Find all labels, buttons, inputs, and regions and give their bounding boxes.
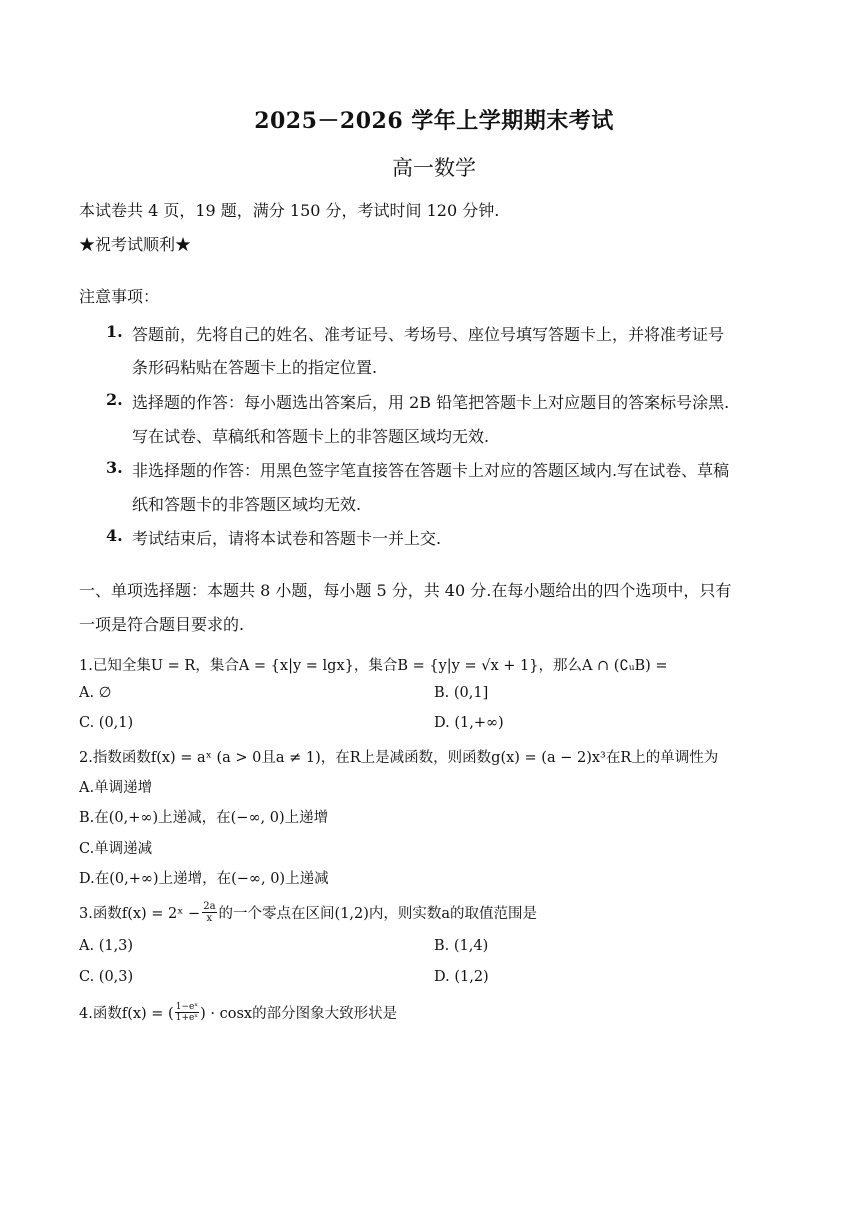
fraction-numerator: 1−eˣ bbox=[175, 1002, 199, 1012]
notice-item-text: 答题前，先将自己的姓名、准考证号、考场号、座位号填写答题卡上，并将准考证号 bbox=[132, 325, 725, 344]
notice-item-number: 4. bbox=[106, 526, 123, 545]
section-heading: 一、单项选择题：本题共 8 小题，每小题 5 分，共 40 分.在每小题给出的四个选项中，只有 bbox=[79, 581, 732, 600]
question-2-option-b: B.在(0,+∞)上递减，在(−∞, 0)上递增 bbox=[79, 810, 329, 826]
section-heading-cont: 一项是符合题目要求的. bbox=[79, 615, 245, 634]
question-3-option-b: B. (1,4) bbox=[434, 938, 489, 954]
question-1-option-b: B. (0,1] bbox=[434, 685, 489, 701]
notice-item-text: 纸和答题卡的非答题区域均无效. bbox=[132, 495, 362, 514]
question-1-option-d: D. (1,+∞) bbox=[434, 715, 504, 731]
notice-heading: 注意事项： bbox=[79, 287, 160, 306]
fraction-denominator: 1+eˣ bbox=[175, 1013, 199, 1023]
question-3-stem-start: 3.函数f(x) = 2ˣ − bbox=[79, 906, 201, 922]
exam-intro-line: 本试卷共 4 页，19 题，满分 150 分，考试时间 120 分钟. bbox=[79, 201, 500, 220]
question-3-stem bbox=[79, 901, 537, 924]
notice-item-number: 1. bbox=[106, 322, 123, 341]
question-1-option-a: A. ∅ bbox=[79, 685, 112, 701]
notice-item-text: 选择题的作答：每小题选出答案后，用 2B 铅笔把答题卡上对应题目的答案标号涂黑. bbox=[132, 393, 730, 412]
notice-item-text: 写在试卷、草稿纸和答题卡上的非答题区域均无效. bbox=[132, 427, 490, 446]
question-1-option-c: C. (0,1) bbox=[79, 715, 134, 731]
notice-item-text: 非选择题的作答：用黑色签字笔直接答在答题卡上对应的答题区域内.写在试卷、草稿 bbox=[132, 461, 730, 480]
notice-item-text: 条形码粘贴在答题卡上的指定位置. bbox=[132, 358, 378, 377]
fraction bbox=[175, 1002, 199, 1023]
question-3-option-a: A. (1,3) bbox=[79, 938, 134, 954]
notice-item-number: 3. bbox=[106, 458, 123, 477]
question-2-option-c: C.单调递减 bbox=[79, 841, 153, 857]
exam-title: 2025－2026 学年上学期期末考试 bbox=[254, 108, 614, 134]
question-1-stem: 1.已知全集U = R，集合A = {x|y = lgx}，集合B = {y|y = √x + 1}，那么A ∩ (∁ᵤB) = bbox=[79, 658, 668, 674]
question-3-option-d: D. (1,2) bbox=[434, 969, 489, 985]
notice-item-text: 考试结束后，请将本试卷和答题卡一并上交. bbox=[132, 529, 442, 548]
question-2-option-d: D.在(0,+∞)上递增，在(−∞, 0)上递减 bbox=[79, 871, 329, 887]
good-luck-line: ★祝考试顺利★ bbox=[79, 235, 192, 254]
fraction bbox=[202, 901, 216, 924]
question-3-stem-end: 的一个零点在区间(1,2)内，则实数a的取值范围是 bbox=[218, 906, 538, 922]
exam-subject: 高一数学 bbox=[392, 156, 476, 180]
notice-item-number: 2. bbox=[106, 390, 123, 409]
fraction-denominator: x bbox=[206, 913, 213, 924]
question-2-option-a: A.单调递增 bbox=[79, 780, 153, 796]
fraction-numerator: 2a bbox=[203, 901, 216, 912]
question-4-stem-start: 4.函数f(x) = ( bbox=[79, 1006, 174, 1022]
question-2-stem: 2.指数函数f(x) = aˣ (a > 0且a ≠ 1)，在R上是减函数，则函数g(x) = (a − 2)x³在R上的单调性为 bbox=[79, 750, 719, 766]
question-3-option-c: C. (0,3) bbox=[79, 969, 134, 985]
question-4-stem-end: ) · cosx的部分图象大致形状是 bbox=[200, 1006, 398, 1022]
question-4-stem bbox=[79, 1002, 397, 1023]
